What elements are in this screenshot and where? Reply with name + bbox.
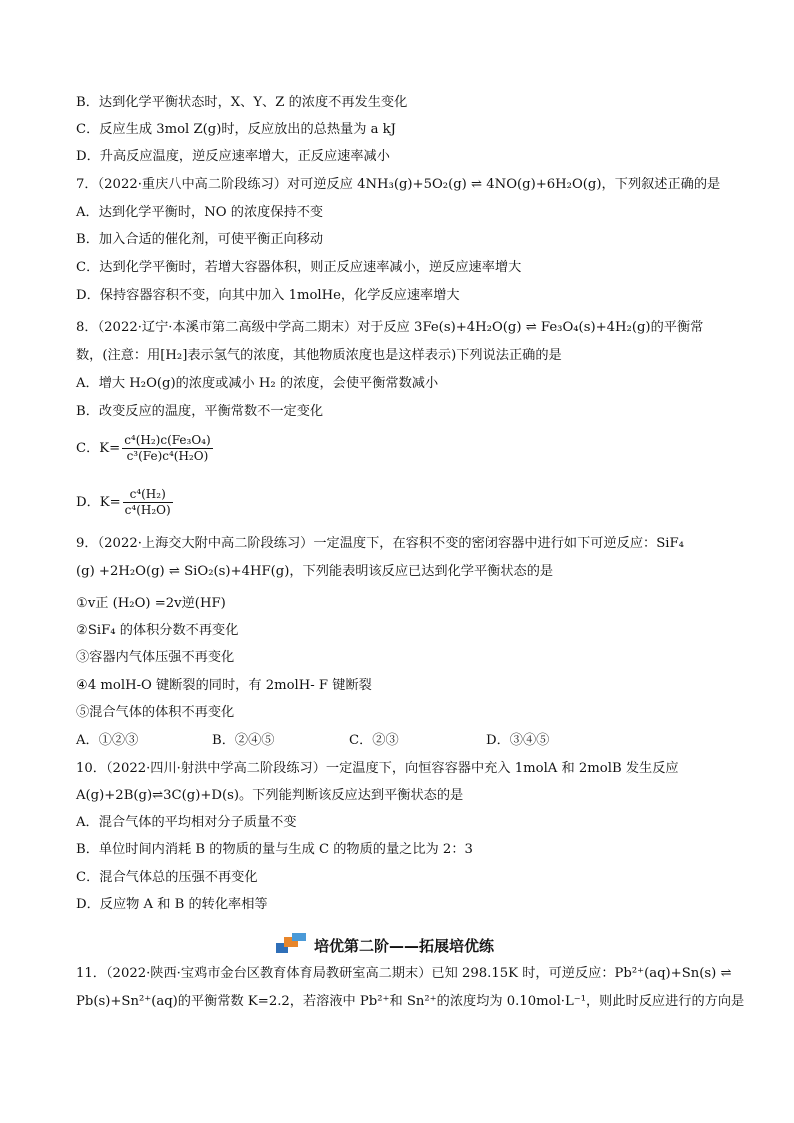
option-b-q10: B．单位时间内消耗 B 的物质的量与生成 C 的物质的量之比为 2：3 (76, 842, 473, 857)
question-10-stem-line1: 10．（2022·四川·射洪中学高二阶段练习）一定温度下，向恒容容器中充入 1molA 和 2molB 发生反应 (76, 761, 679, 776)
option-c-q8-prefix: C．K= (76, 441, 121, 456)
fraction-d-numerator: c⁴(H₂) (123, 487, 173, 503)
option-d-q6: D．升高反应温度，逆反应速率增大，正反应速率减小 (76, 149, 390, 164)
option-d-q8-prefix: D．K= (76, 495, 121, 510)
option-d-q8 (76, 486, 173, 520)
section-heading (276, 932, 494, 958)
option-b-q9: B．②④⑤ (212, 733, 275, 748)
statement-3-q9: ③容器内气体压强不再变化 (76, 650, 235, 665)
fraction-d-denominator: c⁴(H₂O) (124, 503, 171, 517)
option-c-q9: C．②③ (349, 733, 399, 748)
question-10-stem-line2: A(g)+2B(g)⇌3C(g)+D(s)。下列能判断该反应达到平衡状态的是 (76, 788, 464, 803)
question-11-stem-line1: 11．（2022·陕西·宝鸡市金台区教育体育局教研室高二期末）已知 298.15K 时，可逆反应：Pb²⁺(aq)+Sn(s) ⇌ (76, 966, 732, 981)
question-8-stem-line1: 8．（2022·辽宁·本溪市第二高级中学高二期末）对于反应 3Fe(s)+4H₂O(g) ⇌ Fe₃O₄(s)+4H₂(g)的平衡常 (76, 320, 704, 335)
statement-5-q9: ⑤混合气体的体积不再变化 (76, 705, 235, 720)
statement-4-q9: ④4 molH-O 键断裂的同时，有 2molH- F 键断裂 (76, 678, 372, 693)
option-c-q8 (76, 432, 213, 466)
section-title-text: 培优第二阶——拓展培优练 (314, 936, 495, 955)
question-9-stem-line2: (g) +2H₂O(g) ⇌ SiO₂(s)+4HF(g)，下列能表明该反应已达到化学平衡状态的是 (76, 564, 554, 579)
option-c-q10: C．混合气体总的压强不再变化 (76, 870, 258, 885)
fraction-c-denominator: c³(Fe)c⁴(H₂O) (126, 449, 209, 463)
option-b-q6: B．达到化学平衡状态时，X、Y、Z 的浓度不再发生变化 (76, 95, 408, 110)
option-b-q7: B．加入合适的催化剂，可使平衡正向移动 (76, 232, 324, 247)
option-d-q7: D．保持容器容积不变，向其中加入 1molHe，化学反应速率增大 (76, 288, 460, 303)
statement-1-q9: ①v正 (H₂O) =2v逆(HF) (76, 596, 226, 611)
option-d-q9: D．③④⑤ (486, 733, 550, 748)
options-q9 (76, 731, 549, 751)
fraction-c-numerator: c⁴(H₂)c(Fe₃O₄) (124, 433, 211, 447)
question-8-stem-line2: 数，(注意：用[H₂]表示氢气的浓度，其他物质浓度也是这样表示)下列说法正确的是 (76, 348, 562, 363)
option-a-q8: A．增大 H₂O(g)的浓度或减小 H₂ 的浓度，会使平衡常数减小 (76, 376, 439, 391)
question-7-stem: 7．（2022·重庆八中高二阶段练习）对可逆反应 4NH₃(g)+5O₂(g) ⇌ 4NO(g)+6H₂O(g)，下列叙述正确的是 (76, 177, 721, 192)
statement-2-q9: ②SiF₄ 的体积分数不再变化 (76, 623, 239, 638)
option-d-q10: D．反应物 A 和 B 的转化率相等 (76, 897, 268, 912)
option-c-q6: C．反应生成 3mol Z(g)时，反应放出的总热量为 a kJ (76, 122, 396, 137)
option-a-q7: A．达到化学平衡时，NO 的浓度保持不变 (76, 205, 324, 220)
question-11-stem-line2: Pb(s)+Sn²⁺(aq)的平衡常数 K=2.2，若溶液中 Pb²⁺和 Sn²⁺的浓度均为 0.10mol·L⁻¹，则此时反应进行的方向是 (76, 994, 745, 1009)
fraction-d (123, 487, 173, 518)
fraction-c (122, 433, 212, 464)
option-b-q8: B．改变反应的温度，平衡常数不一定变化 (76, 404, 324, 419)
option-a-q9: A．①②③ (76, 733, 139, 748)
option-a-q10: A．混合气体的平均相对分子质量不变 (76, 815, 297, 830)
question-9-stem-line1: 9．（2022·上海交大附中高二阶段练习）一定温度下，在容积不变的密闭容器中进行如下可逆反应：SiF₄ (76, 536, 684, 551)
option-c-q7: C．达到化学平衡时，若增大容器体积，则正反应速率减小，逆反应速率增大 (76, 260, 522, 275)
section-decoration-icon (276, 933, 308, 957)
